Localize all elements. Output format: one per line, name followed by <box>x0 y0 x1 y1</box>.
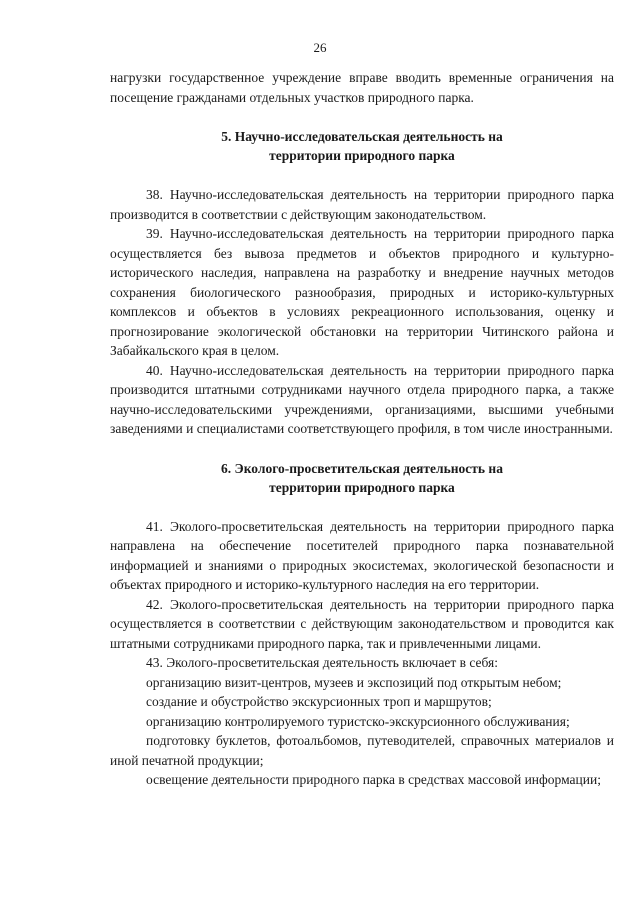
paragraph-39: 39. Научно-исследовательская деятельность на территории природного парка осуществляется без вывоза предметов и объектов природного и культурно-исторического наследия, направлена на разработку и внедрение научных методов сохранения биологического разнообразия, природных и историко-культурных комплексов и объектов в условиях рекреационного использования, оценку и прогнозирование экологической обстановки на территории Читинского района и Забайкальского края в целом. <box>110 226 614 358</box>
paragraph-42: 42. Эколого-просветительская деятельность на территории природного парка осуществляется в соответствии с действующим законодательством и проводится как штатными сотрудниками природного парка, так и привлеченными лицами. <box>110 596 614 651</box>
section-6-heading-line2: территории природного парка <box>269 479 455 495</box>
paragraph-43: 43. Эколого-просветительская деятельность включает в себя: <box>146 655 498 670</box>
list-item: подготовку буклетов, фотоальбомов, путеводителей, справочных материалов и иной печатной продукции; <box>110 733 614 768</box>
intro-paragraph: нагрузки государственное учреждение вправе вводить временные ограничения на посещение гражданами отдельных участков природного парка. <box>110 70 614 105</box>
paragraph-41: 41. Эколого-просветительская деятельность на территории природного парка направлена на обеспечение посетителей природного парка познавательной информацией и знаниями о природных экосистемах, экологической безопасности и объектах природного и историко-культурного наследия на его территории. <box>110 518 614 592</box>
page-number: 26 <box>313 40 327 55</box>
list-item: организацию визит-центров, музеев и экспозиций под открытым небом; <box>146 674 562 690</box>
section-6-heading-line1: 6. Эколого-просветительская деятельность на <box>221 460 503 476</box>
paragraph-40: 40. Научно-исследовательская деятельность на территории природного парка производится штатными сотрудниками научного отдела природного парка, а также научно-исследовательскими учреждениями, организациями, высшими учебными заведениями и специалистами соответствующего профиля, в том числе иностранными. <box>110 362 614 436</box>
list-item: освещение деятельности природного парка в средствах массовой информации; <box>146 772 601 787</box>
page-content <box>110 68 614 790</box>
section-5-heading-line1: 5. Научно-исследовательская деятельность на <box>221 129 503 144</box>
list-item: создание и обустройство экскурсионных троп и маршрутов; <box>146 694 492 709</box>
list-item: организацию контролируемого туристско-экскурсионного обслуживания; <box>146 713 570 729</box>
paragraph-38: 38. Научно-исследовательская деятельность на территории природного парка производится в соответствии с действующим законодательством. <box>110 187 614 222</box>
section-5-heading-line2: территории природного парка <box>269 148 455 163</box>
